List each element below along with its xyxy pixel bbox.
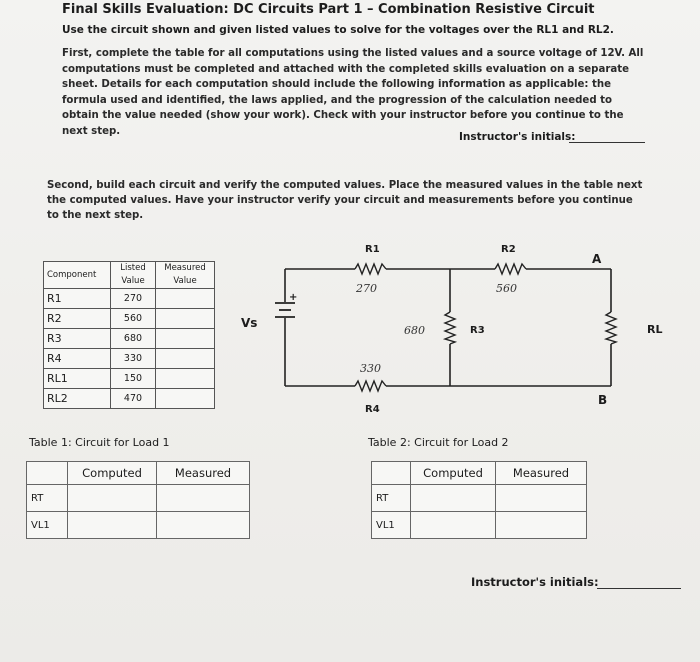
table2-header-blank bbox=[372, 462, 411, 485]
instructor-initials-label-bottom: Instructor's initials: bbox=[471, 575, 599, 589]
resistor-r2 bbox=[495, 264, 526, 274]
table2-rt-measured-cell[interactable] bbox=[496, 485, 587, 512]
source-label: Vs bbox=[241, 316, 258, 330]
header-measured-value: Measured Value bbox=[156, 262, 215, 289]
component-name: RL1 bbox=[44, 369, 111, 389]
resistor-load bbox=[606, 312, 616, 344]
node-b-label: B bbox=[598, 393, 608, 407]
r2-handwritten-value: 560 bbox=[496, 282, 517, 295]
table2-header-computed: Computed bbox=[411, 462, 496, 485]
instructor-initials-line-bottom[interactable] bbox=[597, 588, 681, 589]
table2-header-row bbox=[372, 462, 587, 485]
table-row bbox=[372, 512, 587, 539]
r1-label: R1 bbox=[365, 244, 380, 255]
table1-row-vl1-label: VL1 bbox=[27, 512, 68, 539]
table1-vl1-measured-cell[interactable] bbox=[157, 512, 250, 539]
component-name: R1 bbox=[44, 289, 111, 309]
second-instructions: Second, build each circuit and verify the computed values. Place the measured values in the table next the computed values. Have your instructor verify your circuit and measurements before you continue to the next step. bbox=[47, 180, 643, 221]
table1-header-blank bbox=[27, 462, 68, 485]
r3-label: R3 bbox=[470, 325, 485, 336]
table1-header-computed: Computed bbox=[68, 462, 157, 485]
r2-label: R2 bbox=[501, 244, 516, 255]
table-row bbox=[27, 485, 250, 512]
table2-caption: Table 2: Circuit for Load 2 bbox=[368, 436, 509, 449]
first-instructions-text: First, complete the table for all computations using the listed values and a source voltage of 12V. All computations must be completed and attached with the completed skills evaluation on a separate sheet. Details for each computation should include the following information as applicable: the formula used and identified, the laws applied, and the progression of the calculation needed to obtain the value needed (show your work). Check with your instructor before you continue to the next step. bbox=[62, 48, 644, 137]
table2-vl1-computed-cell[interactable] bbox=[411, 512, 496, 539]
listed-value: 680 bbox=[111, 329, 156, 349]
table1-header-measured: Measured bbox=[157, 462, 250, 485]
circuit-wires bbox=[285, 269, 611, 386]
table1-row-rt-label: RT bbox=[27, 485, 68, 512]
header-component: Component bbox=[44, 262, 111, 289]
listed-value: 560 bbox=[111, 309, 156, 329]
r3-handwritten-value: 680 bbox=[404, 324, 425, 337]
r1-handwritten-value: 270 bbox=[356, 282, 377, 295]
table1-rt-computed-cell[interactable] bbox=[68, 485, 157, 512]
table1-header-row bbox=[27, 462, 250, 485]
component-name: RL2 bbox=[44, 389, 111, 409]
header-listed-value: Listed Value bbox=[111, 262, 156, 289]
table1-rt-measured-cell[interactable] bbox=[157, 485, 250, 512]
component-name: R4 bbox=[44, 349, 111, 369]
listed-value: 330 bbox=[111, 349, 156, 369]
table1-vl1-computed-cell[interactable] bbox=[68, 512, 157, 539]
page-title: Final Skills Evaluation: DC Circuits Part 1 – Combination Resistive Circuit bbox=[62, 2, 595, 17]
instructor-initials-label-top: Instructor's initials: bbox=[459, 131, 576, 143]
resistor-r1 bbox=[355, 264, 386, 274]
table-row bbox=[27, 512, 250, 539]
r4-label: R4 bbox=[365, 404, 380, 415]
table1-caption: Table 1: Circuit for Load 1 bbox=[29, 436, 170, 449]
page-subtitle: Use the circuit shown and given listed values to solve for the voltages over the RL1 and RL2. bbox=[62, 24, 614, 36]
listed-value: 470 bbox=[111, 389, 156, 409]
battery-symbol bbox=[275, 303, 295, 317]
resistor-r4 bbox=[355, 381, 386, 391]
table2-header-measured: Measured bbox=[496, 462, 587, 485]
component-name: R3 bbox=[44, 329, 111, 349]
table-row bbox=[372, 485, 587, 512]
battery-plus-sign: + bbox=[289, 292, 298, 303]
table2-load2 bbox=[371, 461, 587, 539]
resistor-r3 bbox=[445, 312, 455, 344]
r4-handwritten-value: 330 bbox=[360, 362, 381, 375]
table2-row-rt-label: RT bbox=[372, 485, 411, 512]
listed-value: 270 bbox=[111, 289, 156, 309]
table2-vl1-measured-cell[interactable] bbox=[496, 512, 587, 539]
node-a-label: A bbox=[592, 252, 602, 266]
table1-load1 bbox=[26, 461, 250, 539]
listed-value: 150 bbox=[111, 369, 156, 389]
table2-rt-computed-cell[interactable] bbox=[411, 485, 496, 512]
table2-row-vl1-label: VL1 bbox=[372, 512, 411, 539]
load-label: RL bbox=[647, 323, 663, 336]
component-name: R2 bbox=[44, 309, 111, 329]
